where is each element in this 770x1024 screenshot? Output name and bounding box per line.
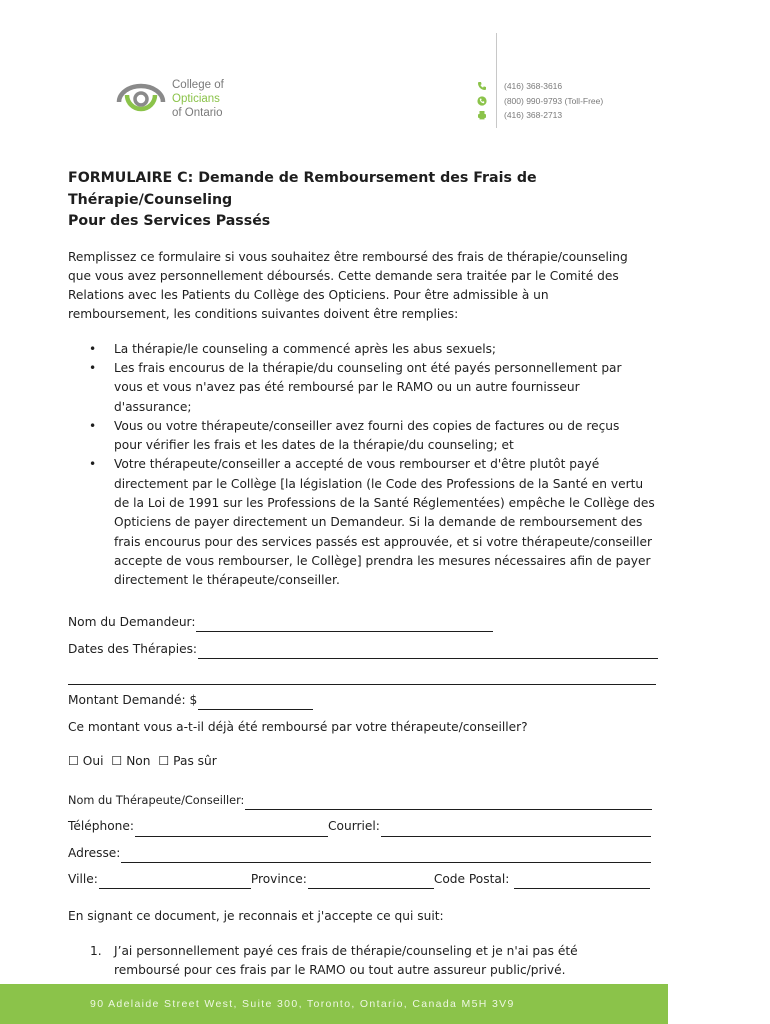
reimbursed-question: Ce montant vous a-t-il déjà été remboursé par votre thérapeute/conseiller? <box>68 720 528 735</box>
list-item: • Vous ou votre thérapeute/conseiller avez fourni des copies de factures ou de reçus pour vérifier les frais et les dates de la thérapie/du counseling; et <box>114 417 668 456</box>
intro-paragraph: Remplissez ce formulaire si vous souhaitez être remboursé des frais de thérapie/counseling que vous avez personnellement déboursés. Cette demande sera traitée par le Comité des Relations avec les Patients du Collège des Opticiens. Pour être admissible à un remboursement, les conditions suivantes doivent être remplies: <box>68 249 628 322</box>
conditions-list <box>68 340 668 591</box>
therapy-dates-input[interactable] <box>198 645 658 659</box>
footer-address: 90 Adelaide Street West, Suite 300, Toronto, Ontario, Canada M5H 3V9 <box>90 998 515 1010</box>
fax-icon <box>476 109 488 121</box>
toll-free-phone-icon <box>476 95 488 107</box>
amount-field: Montant Demandé: $ <box>68 691 668 710</box>
therapy-dates-field: Dates des Thérapies: <box>68 640 668 659</box>
option-oui-checkbox[interactable]: ☐ Oui <box>68 753 104 768</box>
acknowledgement-list <box>68 942 668 981</box>
address-field: Adresse: <box>68 844 668 863</box>
phone-icon <box>476 80 488 92</box>
signature-intro: En signant ce document, je reconnais et j'accepte ce qui suit: <box>68 909 444 924</box>
therapist-name-input[interactable] <box>245 796 652 810</box>
applicant-name-field: Nom du Demandeur: <box>68 613 668 632</box>
list-item: • Votre thérapeute/conseiller a accepté de vous rembourser et d'être plutôt payé directement par le Collège [la législation (le Code des Professions de la Santé en vertu de la Loi de 1991 sur les Professions de la Santé Réglementées) empêche le Collège des Opticiens de payer directement un Demandeur. Si la demande de remboursement des frais encourus pour des services passés est approuvée, et si votre thérapeute/conseiller accepte de vous rembourser, le Collège] prendra les mesures nécessaires afin de payer directement le thérapeute/conseiller. <box>114 455 668 590</box>
contact-block <box>476 79 603 123</box>
list-item: • Les frais encourus de la thérapie/du counseling ont été payés personnellement par vous et vous n'avez pas été remboursé par le RAMO ou un autre fournisseur d'assurance; <box>114 359 668 417</box>
contact-toll-free[interactable]: (800) 990-9793 (Toll-Free) <box>476 94 603 109</box>
logo-text: College of Opticians of Ontario <box>172 79 224 119</box>
postal-code-input[interactable] <box>514 875 650 889</box>
city-province-postal-row: Ville: Province: Code Postal: <box>68 870 668 889</box>
phone-email-row: Téléphone: Courriel: <box>68 817 668 836</box>
option-non-checkbox[interactable]: ☐ Non <box>111 753 151 768</box>
footer-bar <box>0 984 668 1024</box>
city-input[interactable] <box>99 875 251 889</box>
email-input[interactable] <box>381 823 651 837</box>
form-title: FORMULAIRE C: Demande de Remboursement des Frais de Thérapie/Counseling Pour des Services Passés <box>68 170 537 229</box>
phone-input[interactable] <box>135 823 328 837</box>
contact-fax[interactable]: (416) 368-2713 <box>476 108 603 123</box>
form-content <box>68 168 668 980</box>
therapy-dates-input-line2[interactable] <box>68 659 656 685</box>
list-item: 1. J’ai personnellement payé ces frais de thérapie/counseling et je n'ai pas été remboursé pour ces frais par le RAMO ou tout autre assureur public/privé. <box>114 942 668 981</box>
logo-mark-icon <box>116 80 166 116</box>
therapist-name-field: Nom du Thérapeute/Conseiller: <box>68 791 668 810</box>
list-item: • La thérapie/le counseling a commencé après les abus sexuels; <box>114 340 668 359</box>
reimbursed-options <box>68 752 668 771</box>
college-logo <box>116 78 266 122</box>
option-pas-sur-checkbox[interactable]: ☐ Pas sûr <box>158 753 217 768</box>
amount-input[interactable] <box>198 696 313 710</box>
contact-phone[interactable]: (416) 368-3616 <box>476 79 603 94</box>
address-input[interactable] <box>121 849 651 863</box>
province-input[interactable] <box>308 875 434 889</box>
applicant-name-input[interactable] <box>196 618 493 632</box>
